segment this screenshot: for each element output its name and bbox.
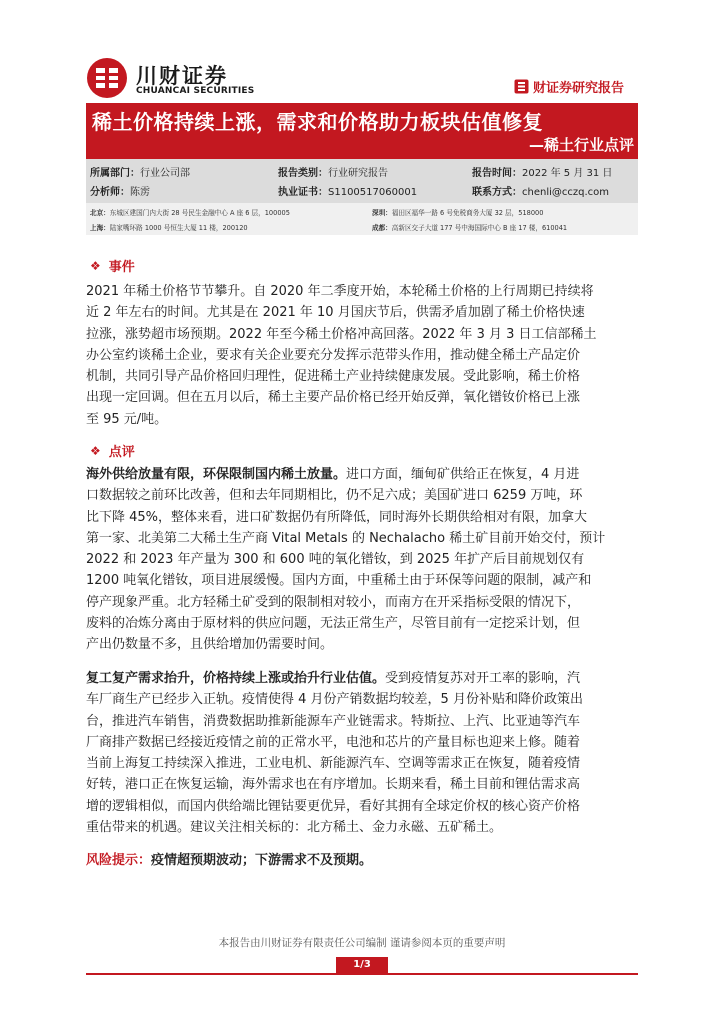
diamond-icon: ❖: [90, 443, 101, 458]
page-number: 1/3: [336, 957, 388, 973]
risk-warning: [86, 850, 638, 871]
text-line: 复工复产需求抬升，价格持续上涨或抬升行业估值。受到疫情复苏对开工率的影响，汽: [86, 671, 581, 686]
text-line: 第一家、北美第二大稀土生产商 Vital Metals 的 Nechalacho 稀土矿目前开始交付，预计: [86, 530, 606, 546]
event-section-heading: [90, 256, 135, 275]
text-line: 拉涨，涨势超市场预期。2022 年至今稀土价格冲高回落。2022 年 3 月 3 日工信部稀土: [86, 326, 597, 342]
report-type-field: 报告类别：行业研究报告: [278, 168, 388, 179]
text-line: 重估带来的机遇。建议关注相关标的：北方稀土、金力永磁、五矿稀土。: [86, 820, 503, 836]
chuancai-logo-icon: [86, 57, 128, 99]
event-paragraph: [86, 281, 638, 430]
dept-field: 所属部门：行业公司部: [90, 168, 190, 179]
paragraph-lead: 海外供给放量有限，环保限制国内稀土放量。: [86, 467, 347, 482]
comment-section-title: 点评: [108, 445, 135, 460]
address-shanghai: 上海：陆家嘴环路 1000 号恒生大厦 11 楼，200120: [90, 224, 248, 232]
report-tag-text: 财证券研究报告: [533, 80, 625, 96]
address-beijing: 北京：东城区建国门内大街 28 号民生金融中心 A 座 6 层，100005: [90, 209, 290, 217]
text-line: 2022 和 2023 年产量为 300 和 600 吨的氧化镨钕，到 2025 年扩产后目前规划仅有: [86, 552, 585, 568]
text-line: 机制，共同引导产品价格回归理性，促进稀土产业持续健康发展。受此影响，稀土价格: [86, 369, 581, 385]
text-line: 台，推进汽车销售，消费数据助推新能源车产业链需求。特斯拉、上汽、比亚迪等汽车: [86, 713, 581, 729]
text-line: 口数据较之前环比改善，但和去年同期相比，仍不足六成；美国矿进口 6259 万吨，环: [86, 488, 583, 504]
analyst-field: 分析师：陈雳: [90, 187, 150, 198]
text-line: 停产现象严重。北方轻稀土矿受到的限制相对较小，而南方在开采指标受限的情况下，: [86, 594, 581, 610]
text-line: 车厂商生产已经步入正轨。疫情使得 4 月份产销数据均较差，5 月份补贴和降价政策出: [86, 692, 583, 708]
event-section-title: 事件: [108, 260, 135, 275]
risk-text: 疫情超预期波动；下游需求不及预期。: [151, 853, 373, 868]
comment-paragraph-supply: [86, 464, 638, 656]
cert-field: 执业证书：S1100517060001: [278, 187, 418, 198]
contact-field: 联系方式：chenli@cczq.com: [472, 187, 610, 198]
text-line: 产出仍数量不多，且供给增加仍需要时间。: [86, 637, 334, 653]
comment-section-heading: [90, 441, 135, 460]
text-line: 办公室约谈稀土企业，要求有关企业要充分发挥示范带头作用，推动健全稀土产品定价: [86, 347, 581, 363]
text-line: 厂商排产数据已经接近疫情之前的正常水平，电池和芯片的产量目标也迎来上修。随着: [86, 734, 581, 750]
text-line: 出现一定回调。但在五月以后，稀土主要产品价格已经开始反弹，氧化镨钕价格已上涨: [86, 390, 581, 406]
report-title: 稀土价格持续上涨，需求和价格助力板块估值修复: [92, 110, 543, 134]
report-tag: [514, 76, 638, 96]
report-subtitle: —稀土行业点评: [528, 136, 634, 154]
text-line: 1200 吨氧化镨钕，项目进展缓慢。国内方面，中重稀土由于环保等问题的限制，减产和: [86, 573, 592, 589]
footer-disclaimer: 本报告由川财证券有限责任公司编制 谨请参阅本页的重要声明: [218, 937, 506, 949]
risk-label: 风险提示：: [86, 853, 152, 868]
footer-divider: [86, 973, 638, 975]
text-line: 增的逻辑相似，而国内供给端比锂钴要更优异，看好其拥有全球定价权的核心资产价格: [86, 798, 581, 814]
address-shenzhen: 深圳：福田区福华一路 6 号免税商务大厦 32 层，518000: [372, 209, 544, 217]
report-tag-icon: [514, 79, 529, 94]
text-line: 近 2 年左右的时间。尤其是在 2021 年 10 月国庆节后，供需矛盾加剧了稀土价格快速: [86, 305, 585, 321]
text-line: 海外供给放量有限，环保限制国内稀土放量。进口方面，缅甸矿供给正在恢复，4 月进: [86, 467, 580, 482]
report-date-field: 报告时间：2022 年 5 月 31 日: [472, 168, 613, 179]
brand-name-en: CHUANCAI SECURITIES: [136, 86, 255, 96]
comment-paragraph-demand: [86, 668, 638, 838]
text-line: 当前上海复工持续深入推进，工业电机、新能源汽车、空调等需求正在恢复，随着疫情: [86, 756, 581, 772]
diamond-icon: ❖: [90, 258, 101, 273]
paragraph-lead: 复工复产需求抬升，价格持续上涨或抬升行业估值。: [86, 671, 386, 686]
text-line: 2021 年稀土价格节节攀升。自 2020 年二季度开始，本轮稀土价格的上行周期已持续将: [86, 284, 594, 299]
text-line: 比下降 45%，整体来看，进口矿数据仍有所降低，同时海外长期供给相对有限，加拿大: [86, 509, 588, 525]
brand-name-cn: 川财证券: [136, 64, 228, 88]
address-chengdu: 成都：高新区交子大道 177 号中海国际中心 B 座 17 楼，610041: [372, 224, 568, 232]
text-line: 至 95 元/吨。: [86, 411, 168, 427]
text-line: 好转，港口正在恢复运输，海外需求也在有序增加。长期来看，稀土目前和锂估需求高: [86, 777, 581, 793]
text-line: 废料的冶炼分离由于原材料的供应问题，无法正常生产，尽管目前有一定挖采计划，但: [86, 616, 581, 632]
